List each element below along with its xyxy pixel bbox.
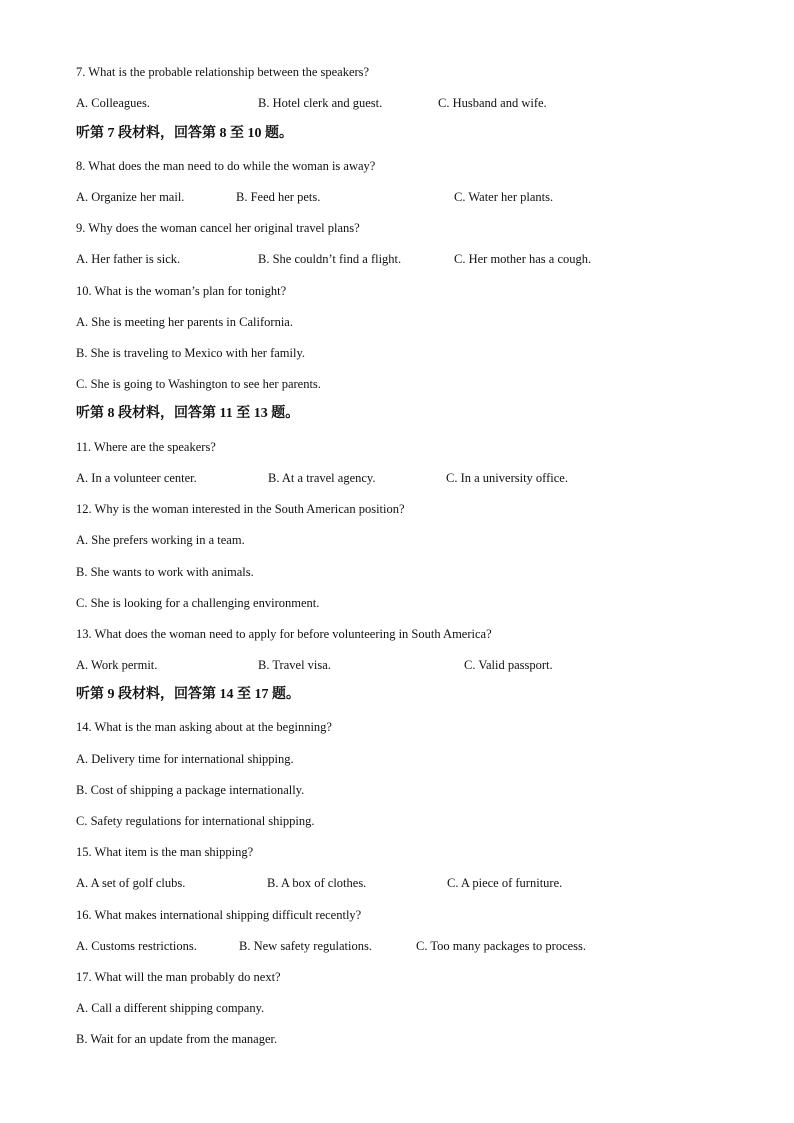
option-b: B. At a travel agency.	[268, 471, 376, 485]
question-16-stem: 16. What makes international shipping difficult recently?	[76, 908, 362, 922]
option-b: B. She couldn’t find a flight.	[258, 252, 402, 266]
option-a: A. In a volunteer center.	[76, 471, 197, 485]
question-17-option-a: A. Call a different shipping company.	[76, 1001, 265, 1015]
option-b: B. Feed her pets.	[236, 190, 321, 204]
option-c: C. Valid passport.	[464, 658, 553, 672]
option-a: A. Colleagues.	[76, 96, 150, 110]
question-9-stem: 9. Why does the woman cancel her original travel plans?	[76, 221, 360, 235]
question-14-option-c: C. Safety regulations for international shipping.	[76, 814, 315, 828]
option-c: C. A piece of furniture.	[447, 876, 563, 890]
question-14-stem: 14. What is the man asking about at the beginning?	[76, 720, 332, 734]
option-c: C. Husband and wife.	[438, 96, 547, 110]
option-c: C. Her mother has a cough.	[454, 252, 592, 266]
option-b: B. Travel visa.	[258, 658, 331, 672]
question-10-option-c: C. She is going to Washington to see her parents.	[76, 377, 321, 391]
question-14-option-a: A. Delivery time for international shipping.	[76, 752, 294, 766]
option-a: A. Organize her mail.	[76, 190, 185, 204]
option-b: B. A box of clothes.	[267, 876, 367, 890]
question-7-stem: 7. What is the probable relationship between the speakers?	[76, 65, 370, 79]
question-12-option-b: B. She wants to work with animals.	[76, 565, 254, 579]
question-11-stem: 11. Where are the speakers?	[76, 440, 216, 454]
option-a: A. Her father is sick.	[76, 252, 181, 266]
option-a: A. Customs restrictions.	[76, 939, 197, 953]
question-17-stem: 17. What will the man probably do next?	[76, 970, 281, 984]
option-b: B. Hotel clerk and guest.	[258, 96, 383, 110]
question-13-stem: 13. What does the woman need to apply for before volunteering in South America?	[76, 627, 492, 641]
section-heading-7: 听第 7 段材料，回答第 8 至 10 题。	[76, 126, 293, 141]
question-10-option-a: A. She is meeting her parents in California.	[76, 315, 293, 329]
question-12-option-a: A. She prefers working in a team.	[76, 533, 245, 547]
question-12-option-c: C. She is looking for a challenging environment.	[76, 596, 320, 610]
option-b: B. New safety regulations.	[239, 939, 372, 953]
question-10-stem: 10. What is the woman’s plan for tonight?	[76, 284, 287, 298]
option-a: A. A set of golf clubs.	[76, 876, 186, 890]
question-15-stem: 15. What item is the man shipping?	[76, 845, 254, 859]
section-heading-9: 听第 9 段材料，回答第 14 至 17 题。	[76, 687, 300, 702]
option-c: C. Too many packages to process.	[416, 939, 587, 953]
question-14-option-b: B. Cost of shipping a package internationally.	[76, 783, 305, 797]
option-c: C. Water her plants.	[454, 190, 554, 204]
option-a: A. Work permit.	[76, 658, 158, 672]
question-17-option-b: B. Wait for an update from the manager.	[76, 1032, 278, 1046]
question-12-stem: 12. Why is the woman interested in the South American position?	[76, 502, 405, 516]
question-10-option-b: B. She is traveling to Mexico with her family.	[76, 346, 306, 360]
section-heading-8: 听第 8 段材料，回答第 11 至 13 题。	[76, 406, 300, 421]
question-8-stem: 8. What does the man need to do while the woman is away?	[76, 159, 376, 173]
option-c: C. In a university office.	[446, 471, 568, 485]
